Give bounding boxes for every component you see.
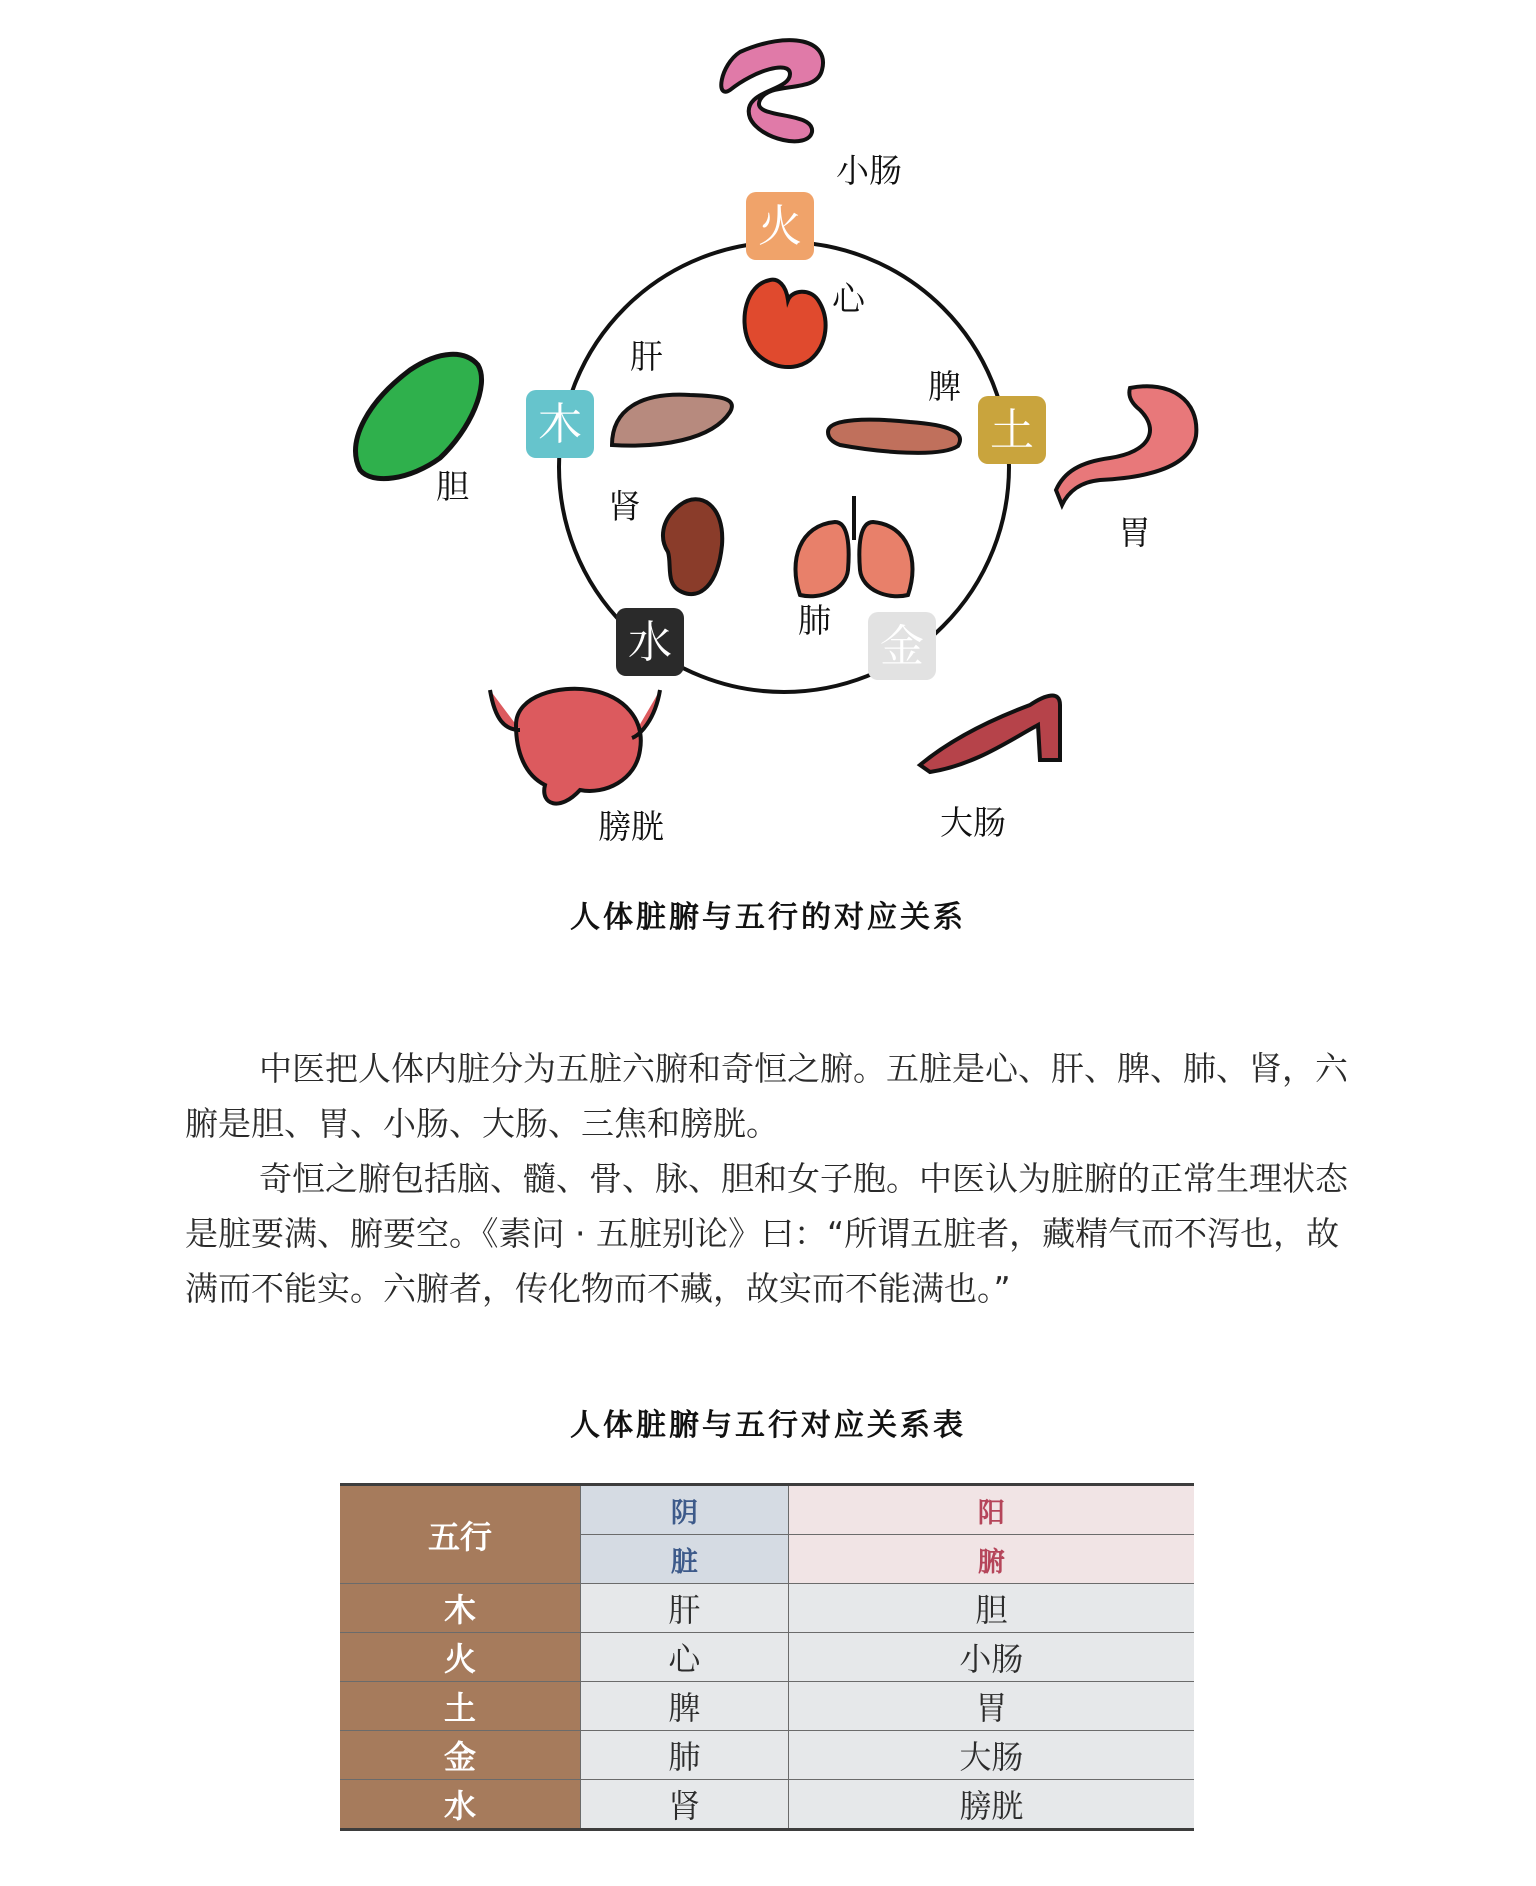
- heart-illustration: [744, 280, 825, 367]
- spleen-label: 脾: [928, 367, 961, 406]
- bladder-label: 膀胱: [598, 807, 664, 846]
- liver-label: 肝: [630, 337, 663, 376]
- row-fu: 膀胱: [788, 1780, 1194, 1830]
- lung-label: 肺: [798, 601, 831, 640]
- large-intestine-illustration: [920, 696, 1060, 772]
- large-intestine-label: 大肠: [940, 803, 1006, 842]
- lung-illustration: [795, 496, 912, 596]
- correspondence-table: [340, 1483, 1194, 1831]
- small-intestine-label: 小肠: [836, 151, 902, 190]
- element-water: [616, 608, 684, 676]
- table-row: [340, 1584, 1194, 1633]
- row-fu: 小肠: [788, 1633, 1194, 1682]
- table-row: [340, 1633, 1194, 1682]
- header-fu: 腑: [788, 1535, 1194, 1584]
- row-element: 木: [340, 1584, 581, 1633]
- paragraph-2: 奇恒之腑包括脑、髓、骨、脉、胆和女子胞。中医认为脏腑的正常生理状态是脏要满、腑要空。《素问 · 五脏别论》曰：“所谓五脏者，藏精气而不泻也，故满而不能实。六腑者，传化物而不藏，故实而不能满也。”: [185, 1159, 1348, 1308]
- small-intestine-illustration: [721, 40, 823, 141]
- kidney-label: 肾: [608, 487, 641, 526]
- element-metal: [868, 612, 936, 680]
- heart-label: 心: [832, 279, 865, 318]
- row-zang: 脾: [581, 1682, 789, 1731]
- earth-label: 土: [990, 405, 1034, 456]
- table-row: [340, 1682, 1194, 1731]
- row-zang: 肾: [581, 1780, 789, 1830]
- table-header-row-1: [340, 1485, 1194, 1535]
- row-zang: 肺: [581, 1731, 789, 1780]
- element-wood: [526, 390, 594, 458]
- row-fu: 大肠: [788, 1731, 1194, 1780]
- bladder-illustration: [490, 689, 660, 804]
- kidney-illustration: [663, 499, 722, 594]
- row-zang: 肝: [581, 1584, 789, 1633]
- header-yin: 阴: [581, 1485, 789, 1535]
- row-element: 土: [340, 1682, 581, 1731]
- gallbladder-illustration: [356, 354, 482, 478]
- paragraph-1: 中医把人体内脏分为五脏六腑和奇恒之腑。五脏是心、肝、脾、肺、肾，六腑是胆、胃、小肠、大肠、三焦和膀胱。: [185, 1049, 1348, 1143]
- stomach-illustration: [1056, 386, 1196, 505]
- row-fu: 胃: [788, 1682, 1194, 1731]
- liver-illustration: [612, 395, 732, 446]
- row-element: 水: [340, 1780, 581, 1830]
- header-yang: 阳: [788, 1485, 1194, 1535]
- metal-label: 金: [880, 621, 924, 672]
- row-fu: 胆: [788, 1584, 1194, 1633]
- element-fire: [746, 192, 814, 260]
- wood-label: 木: [538, 399, 582, 450]
- water-label: 水: [628, 617, 672, 668]
- spleen-illustration: [828, 420, 960, 453]
- header-five-elements: 五行: [340, 1485, 581, 1584]
- five-elements-diagram: [0, 0, 1536, 880]
- table-row: [340, 1780, 1194, 1830]
- header-zang: 脏: [581, 1535, 789, 1584]
- row-zang: 心: [581, 1633, 789, 1682]
- row-element: 金: [340, 1731, 581, 1780]
- figure-caption: 人体脏腑与五行的对应关系: [570, 900, 966, 935]
- element-earth: [978, 396, 1046, 464]
- table-row: [340, 1731, 1194, 1780]
- fire-label: 火: [758, 201, 802, 252]
- stomach-label: 胃: [1118, 513, 1151, 552]
- row-element: 火: [340, 1633, 581, 1682]
- gallbladder-label: 胆: [436, 467, 469, 506]
- table-caption: 人体脏腑与五行对应关系表: [570, 1408, 966, 1443]
